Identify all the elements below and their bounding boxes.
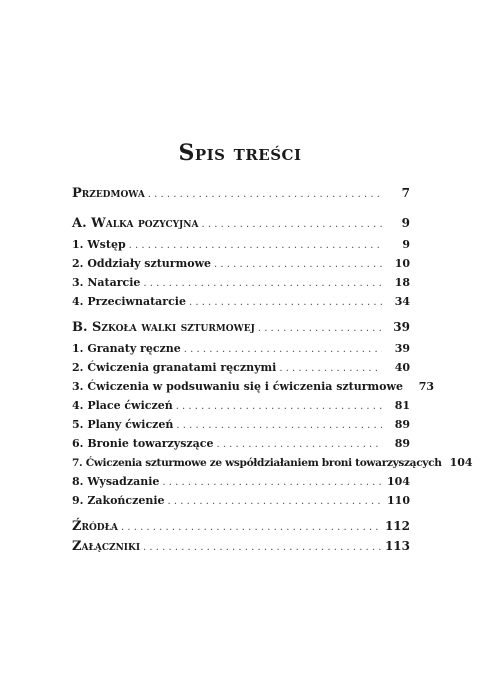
toc-page-number: 9 bbox=[402, 238, 410, 251]
dot-leader bbox=[121, 523, 382, 533]
toc-page-number: 18 bbox=[394, 276, 410, 289]
toc-page-number: 7 bbox=[401, 186, 410, 200]
dot-leader bbox=[143, 279, 382, 289]
toc-entry-section-a[interactable] bbox=[72, 216, 410, 231]
toc-page-number: 89 bbox=[394, 418, 410, 431]
toc-page-number: 40 bbox=[394, 361, 410, 374]
toc-entry-appendices[interactable] bbox=[72, 539, 410, 554]
toc-page-number: 104 bbox=[387, 475, 410, 488]
toc-entry-b1[interactable] bbox=[72, 342, 410, 355]
toc-entry-b7[interactable] bbox=[72, 456, 473, 469]
dot-leader bbox=[214, 260, 382, 270]
toc-entry-b9[interactable] bbox=[72, 494, 410, 507]
dot-leader bbox=[202, 220, 382, 230]
toc-entry-a1[interactable] bbox=[72, 238, 410, 251]
toc-entry-b5[interactable] bbox=[72, 418, 410, 431]
dot-leader bbox=[176, 421, 382, 431]
dot-leader bbox=[216, 440, 382, 450]
toc-page-number: 39 bbox=[393, 320, 410, 334]
toc-page-number: 110 bbox=[387, 494, 410, 507]
toc-entry-label: Przedmowa bbox=[72, 186, 145, 201]
dot-leader bbox=[189, 298, 382, 308]
toc-page-number: 10 bbox=[394, 257, 410, 270]
dot-leader bbox=[143, 543, 382, 553]
toc-page-number: 89 bbox=[394, 437, 410, 450]
page-title: Spis treści bbox=[178, 140, 302, 166]
toc-entry-label: B. Szkoła walki szturmowej bbox=[72, 320, 255, 335]
dot-leader bbox=[176, 402, 382, 412]
toc-entry-b4[interactable] bbox=[72, 399, 410, 412]
dot-leader bbox=[168, 497, 382, 507]
toc-entry-b2[interactable] bbox=[72, 361, 410, 374]
dot-leader bbox=[129, 241, 382, 251]
toc-entry-label: 3. Natarcie bbox=[72, 276, 141, 289]
toc-entry-a3[interactable] bbox=[72, 276, 410, 289]
toc-page-number: 112 bbox=[384, 519, 410, 533]
toc-entry-label: 1. Wstęp bbox=[72, 238, 126, 251]
toc-entry-label: 1. Granaty ręczne bbox=[72, 342, 181, 355]
toc-entry-label: 4. Przeciwnatarcie bbox=[72, 295, 186, 308]
toc-page-number: 39 bbox=[394, 342, 410, 355]
toc-entry-sources[interactable] bbox=[72, 519, 410, 534]
toc-page-number: 113 bbox=[384, 539, 410, 553]
toc-entry-label: A. Walka pozycyjna bbox=[72, 216, 199, 231]
toc-entry-label: 9. Zakończenie bbox=[72, 494, 165, 507]
toc-entry-b3[interactable] bbox=[72, 380, 434, 393]
toc-page-number: 34 bbox=[394, 295, 410, 308]
dot-leader bbox=[279, 364, 382, 374]
toc-entry-label: 2. Oddziały szturmowe bbox=[72, 257, 212, 270]
dot-leader bbox=[258, 324, 382, 334]
toc-entry-label: 5. Plany ćwiczeń bbox=[72, 418, 174, 431]
toc-entry-section-b[interactable] bbox=[72, 320, 410, 335]
toc-entry-label: 4. Place ćwiczeń bbox=[72, 399, 173, 412]
toc-entry-label: 6. Bronie towarzyszące bbox=[72, 437, 214, 450]
toc-entry-label: Załączniki bbox=[72, 539, 141, 554]
dot-leader bbox=[184, 345, 382, 355]
toc-entry-label: Źródła bbox=[72, 519, 118, 534]
dot-leader bbox=[148, 190, 382, 200]
toc-entry-b6[interactable] bbox=[72, 437, 410, 450]
toc-entry-preface[interactable] bbox=[72, 186, 410, 201]
dot-leader bbox=[162, 478, 382, 488]
toc-entry-a2[interactable] bbox=[72, 257, 410, 270]
toc-page-number: 73 bbox=[418, 380, 434, 393]
toc-entry-label: 7. Ćwiczenia szturmowe ze współdziałaniem broni towarzyszących bbox=[72, 457, 442, 469]
toc-entry-label: 2. Ćwiczenia granatami ręcznymi bbox=[72, 361, 277, 374]
toc-page-number: 104 bbox=[449, 456, 473, 469]
toc-entry-a4[interactable] bbox=[72, 295, 410, 308]
toc-entry-b8[interactable] bbox=[72, 475, 410, 488]
toc-page-number: 9 bbox=[401, 216, 410, 230]
toc-entry-label: 8. Wysadzanie bbox=[72, 475, 160, 488]
toc-page-number: 81 bbox=[394, 399, 410, 412]
toc-entry-label: 3. Ćwiczenia w podsuwaniu się i ćwiczenia szturmowe bbox=[72, 380, 403, 393]
